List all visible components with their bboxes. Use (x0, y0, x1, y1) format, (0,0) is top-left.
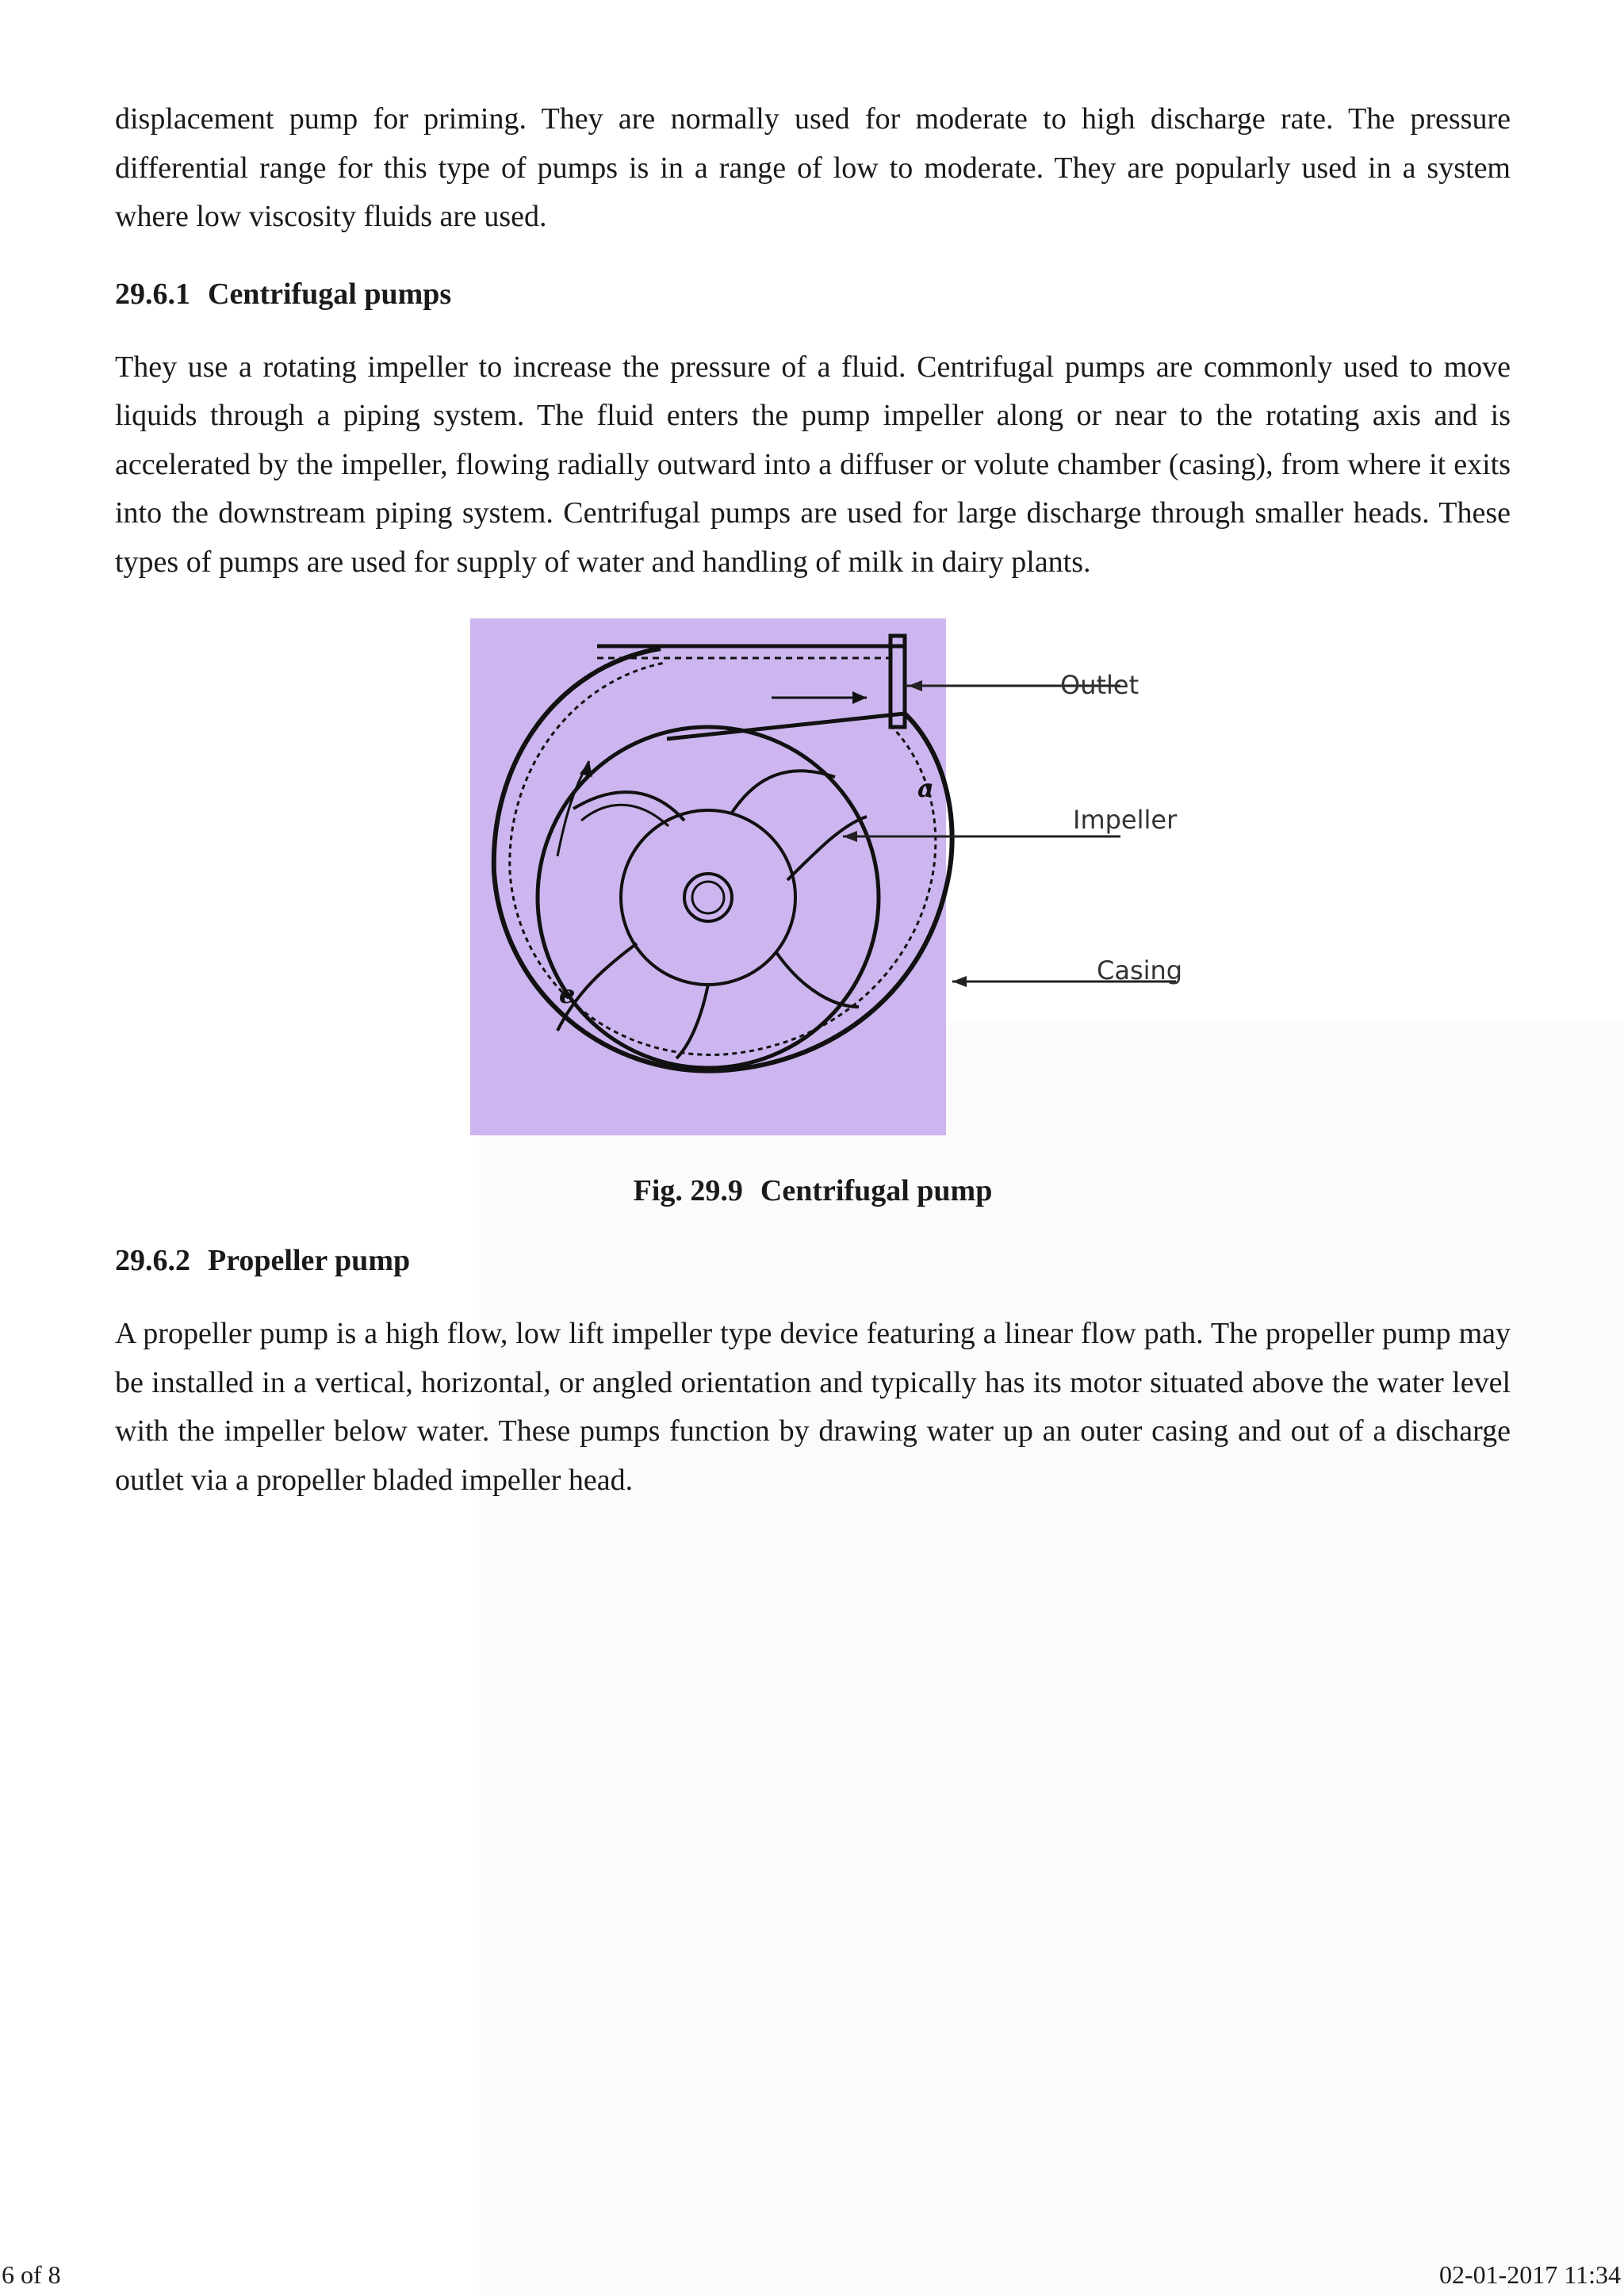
impeller-label: Impeller (1073, 805, 1178, 835)
section-number: 29.6.2 (115, 1244, 190, 1277)
figure-title: Centrifugal pump (760, 1174, 993, 1207)
section-title: Propeller pump (208, 1244, 411, 1277)
section-heading-centrifugal (115, 277, 1511, 312)
section-number: 29.6.1 (115, 277, 190, 311)
print-timestamp: 02-01-2017 11:34 (1438, 2260, 1621, 2289)
centrifugal-paragraph: They use a rotating impeller to increase the pressure of a fluid. Centrifugal pumps are commonly used to move liquids through a piping system. The fluid enters the pump impeller along or near to the rotating axis and is accelerated by the impeller, flowing radially outward into a diffuser or volute chamber (casing), from where it exits into the downstream piping system. Centrifugal pumps are used for large discharge through smaller heads. These types of pumps are used for supply of water and handling of milk in dairy plants. (115, 350, 1511, 579)
page-number: 6 of 8 (2, 2260, 61, 2289)
section-heading-propeller (115, 1243, 1511, 1278)
mark-a: a (917, 773, 934, 803)
centrifugal-pump-diagram (470, 618, 1422, 1142)
centrifugal-pump-figure (115, 618, 1511, 1173)
document-body (115, 95, 1511, 1505)
section-title: Centrifugal pumps (208, 277, 452, 311)
figure-number: Fig. 29.9 (633, 1174, 743, 1207)
intro-paragraph: displacement pump for priming. They are normally used for moderate to high discharge rate. The pressure differential range for this type of pumps is in a range of low to moderate. They are popularly used in a system where low viscosity fluids are used. (115, 102, 1511, 233)
outlet-label: Outlet (1060, 670, 1139, 700)
mark-e: e (559, 979, 576, 1009)
casing-label: Casing (1097, 955, 1183, 985)
propeller-paragraph: A propeller pump is a high flow, low lift impeller type device featuring a linear flow path. The propeller pump may be installed in a vertical, horizontal, or angled orientation and typically has its motor situated above the water level with the impeller below water. These pumps function by drawing water up an outer casing and out of a discharge outlet via a propeller bladed impeller head. (115, 1317, 1511, 1497)
figure-caption (115, 1173, 1511, 1208)
